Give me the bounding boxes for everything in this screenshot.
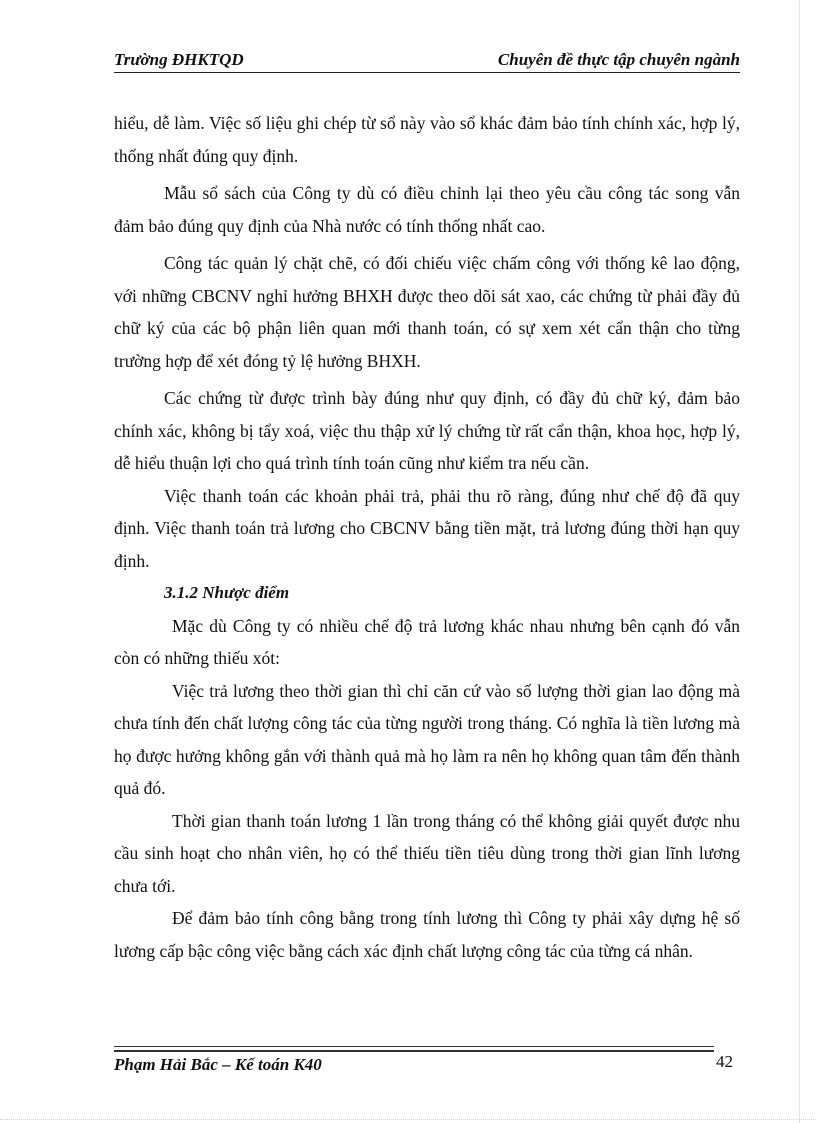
footer-rule xyxy=(114,1046,714,1047)
paragraph: Việc thanh toán các khoản phải trả, phải thu rõ ràng, đúng như chế độ đã quy định. Việc thanh toán trả lương cho CBCNV bằng tiền mặt, trả lương đúng thời hạn quy định. xyxy=(114,485,740,571)
page-edge-right xyxy=(799,0,800,1123)
paragraph: Thời gian thanh toán lương 1 lần trong tháng có thể không giải quyết được nhu cầu sinh hoạt cho nhân viên, họ có thể thiếu tiền tiêu dùng trong thời gian lĩnh lương chưa tới. xyxy=(114,810,740,896)
document-body xyxy=(114,107,740,967)
paragraph: Để đảm bảo tính công bằng trong tính lương thì Công ty phải xây dựng hệ số lương cấp bậc công việc bằng cách xác định chất lượng công tác của từng cá nhân. xyxy=(114,908,740,961)
header-title: Chuyên đề thực tập chuyên ngành xyxy=(497,50,740,69)
footer-author: Phạm Hải Bắc – Kế toán K40 xyxy=(114,1055,322,1074)
header-school: Trường ĐHKTQD xyxy=(114,50,244,69)
paragraph: Mẫu sổ sách của Công ty dù có điều chỉnh lại theo yêu cầu công tác song vẫn đảm bảo đúng quy định của Nhà nước có tính thống nhất cao. xyxy=(114,183,740,236)
paragraph: hiểu, dễ làm. Việc số liệu ghi chép từ sổ này vào sổ khác đảm bảo tính chính xác, hợp lý, thống nhất đúng quy định. xyxy=(114,113,740,166)
paragraph: Mặc dù Công ty có nhiều chế độ trả lương khác nhau nhưng bên cạnh đó vẫn còn có những thiếu xót: xyxy=(114,615,740,668)
footer-rule-thick xyxy=(114,1050,714,1052)
paragraph: Việc trả lương theo thời gian thì chỉ căn cứ vào số lượng thời gian lao động mà chưa tính đến chất lượng công tác của từng người trong tháng. Có nghĩa là tiền lương mà họ được hưởng không gắn với thành quả mà họ làm ra nên họ không quan tâm đến thành quả đó. xyxy=(114,680,740,798)
page-number: 42 xyxy=(716,1052,733,1071)
page-header xyxy=(114,50,740,72)
page-edge-bottom xyxy=(0,1119,816,1120)
paragraph: Các chứng từ được trình bày đúng như quy định, có đầy đủ chữ ký, đảm bảo chính xác, không bị tẩy xoá, việc thu thập xử lý chứng từ rất cẩn thận, khoa học, hợp lý, dễ hiểu thuận lợi cho quá trình tính toán cũng như kiểm tra nếu cần. xyxy=(114,388,740,473)
paragraph: Công tác quản lý chặt chẽ, có đối chiếu việc chấm công với thống kê lao động, với những CBCNV nghỉ hưởng BHXH được theo dõi sát xao, các chứng từ phải đầy đủ chữ ký của các bộ phận liên quan mới thanh toán, có sự xem xét cẩn thận cho từng trường hợp để xét đóng tỷ lệ hưởng BHXH. xyxy=(114,253,740,371)
section-heading: 3.1.2 Nhược điểm xyxy=(164,583,290,602)
header-rule xyxy=(114,72,740,73)
